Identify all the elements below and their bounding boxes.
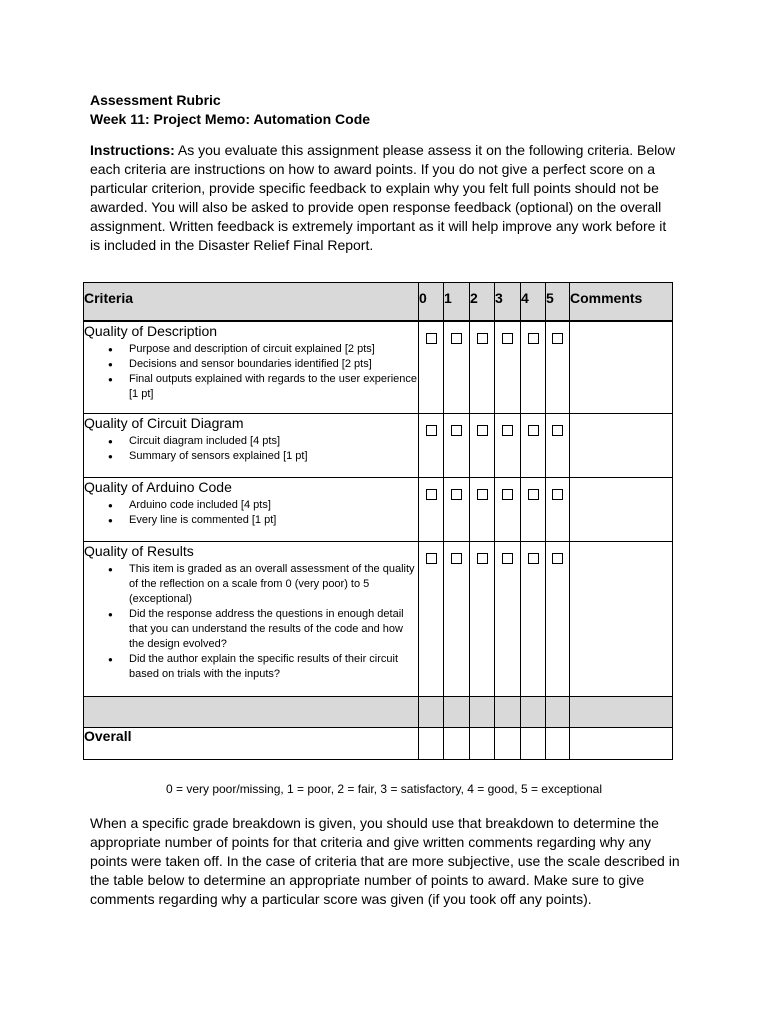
scale-legend: 0 = very poor/missing, 1 = poor, 2 = fair, 3 = satisfactory, 4 = good, 5 = exceptional <box>165 782 603 796</box>
overall-score-cell[interactable] <box>521 727 546 759</box>
overall-score-cell[interactable] <box>419 727 444 759</box>
score-checkbox[interactable] <box>426 489 437 500</box>
header-score-4: 4 <box>521 283 546 322</box>
table-row <box>84 413 673 477</box>
criterion-cell <box>84 413 419 477</box>
score-checkbox[interactable] <box>528 553 539 564</box>
table-spacer-row <box>84 696 673 727</box>
criterion-bullet: ● Purpose and description of circuit explained [2 pts] <box>129 342 418 357</box>
header-score-3: 3 <box>495 283 521 322</box>
criterion-cell <box>84 321 419 413</box>
criterion-bullet: ● Did the response address the questions in enough detail that you can understand the results of the code and how the design evolved? <box>129 607 418 652</box>
document-body <box>90 91 680 255</box>
table-header-row <box>84 283 673 322</box>
criterion-bullet: ● Final outputs explained with regards to the user experience [1 pt] <box>129 372 418 402</box>
criterion-bullet: ● Summary of sensors explained [1 pt] <box>129 449 418 464</box>
table-row <box>84 321 673 413</box>
header-score-2: 2 <box>470 283 495 322</box>
comments-cell[interactable] <box>570 541 673 696</box>
criterion-bullet: ● Every line is commented [1 pt] <box>129 513 418 528</box>
doc-subtitle: Week 11: Project Memo: Automation Code <box>90 111 371 127</box>
score-checkbox[interactable] <box>477 489 488 500</box>
score-checkbox[interactable] <box>502 425 513 436</box>
overall-score-cell[interactable] <box>470 727 495 759</box>
criterion-title: Quality of Description <box>84 323 218 339</box>
score-checkbox[interactable] <box>552 425 563 436</box>
score-checkbox[interactable] <box>451 489 462 500</box>
header-criteria: Criteria <box>84 283 419 322</box>
table-row <box>84 477 673 541</box>
score-checkbox[interactable] <box>451 425 462 436</box>
score-checkbox[interactable] <box>451 553 462 564</box>
instructions-text: As you evaluate this assignment please assess it on the following criteria. Below each criteria are instructions on how to award points. If you do not give a perfect score on a particular criterion, provide specific feedback to explain why you felt full points should not be awarded. You will also be asked to provide open response feedback (optional) on the overall assignment. Written feedback is extremely important as it will help improve any work before it is included in the Disaster Relief Final Report. <box>90 142 676 253</box>
header-score-5: 5 <box>546 283 570 322</box>
score-checkbox[interactable] <box>426 425 437 436</box>
score-checkbox[interactable] <box>552 333 563 344</box>
overall-comments-cell[interactable] <box>570 727 673 759</box>
criterion-bullet: ● Arduino code included [4 pts] <box>129 498 418 513</box>
score-checkbox[interactable] <box>477 553 488 564</box>
score-checkbox[interactable] <box>528 333 539 344</box>
score-checkbox[interactable] <box>502 553 513 564</box>
score-checkbox[interactable] <box>552 489 563 500</box>
table-overall-row <box>84 727 673 759</box>
score-checkbox[interactable] <box>451 333 462 344</box>
score-checkbox[interactable] <box>528 489 539 500</box>
score-checkbox[interactable] <box>552 553 563 564</box>
header-score-0: 0 <box>419 283 444 322</box>
criterion-bullet: ● This item is graded as an overall assessment of the quality of the reflection on a scale from 0 (very poor) to 5 (exceptional) <box>129 562 418 607</box>
instructions <box>90 141 680 255</box>
comments-cell[interactable] <box>570 321 673 413</box>
closing-paragraph: When a specific grade breakdown is given, you should use that breakdown to determine the appropriate number of points for that criteria and give written comments regarding why any points were taken off. In the case of criteria that are more subjective, use the scale described in the table below to determine an appropriate number of points to award. Make sure to give comments regarding why a particular score was given (if you took off any points). <box>90 815 680 907</box>
criterion-cell <box>84 541 419 696</box>
table-row <box>84 541 673 696</box>
criterion-bullet: ● Circuit diagram included [4 pts] <box>129 434 418 449</box>
criterion-title: Quality of Circuit Diagram <box>84 414 244 431</box>
comments-cell[interactable] <box>570 413 673 477</box>
header-score-1: 1 <box>444 283 470 322</box>
doc-title: Assessment Rubric <box>90 92 221 108</box>
rubric-table <box>83 282 673 760</box>
score-checkbox[interactable] <box>477 333 488 344</box>
comments-cell[interactable] <box>570 477 673 541</box>
header-comments: Comments <box>570 283 673 322</box>
criterion-title: Quality of Arduino Code <box>84 478 232 495</box>
score-checkbox[interactable] <box>528 425 539 436</box>
score-checkbox[interactable] <box>426 553 437 564</box>
instructions-label: Instructions: <box>90 142 175 158</box>
score-checkbox[interactable] <box>477 425 488 436</box>
overall-score-cell[interactable] <box>495 727 521 759</box>
score-checkbox[interactable] <box>502 333 513 344</box>
overall-label: Overall <box>84 727 419 759</box>
overall-score-cell[interactable] <box>546 727 570 759</box>
score-checkbox[interactable] <box>426 333 437 344</box>
criterion-bullet: ● Did the author explain the specific results of their circuit based on trials with the inputs? <box>129 652 418 682</box>
score-checkbox[interactable] <box>502 489 513 500</box>
criterion-bullet: ● Decisions and sensor boundaries identified [2 pts] <box>129 357 418 372</box>
criterion-title: Quality of Results <box>84 542 194 559</box>
criterion-cell <box>84 477 419 541</box>
overall-score-cell[interactable] <box>444 727 470 759</box>
